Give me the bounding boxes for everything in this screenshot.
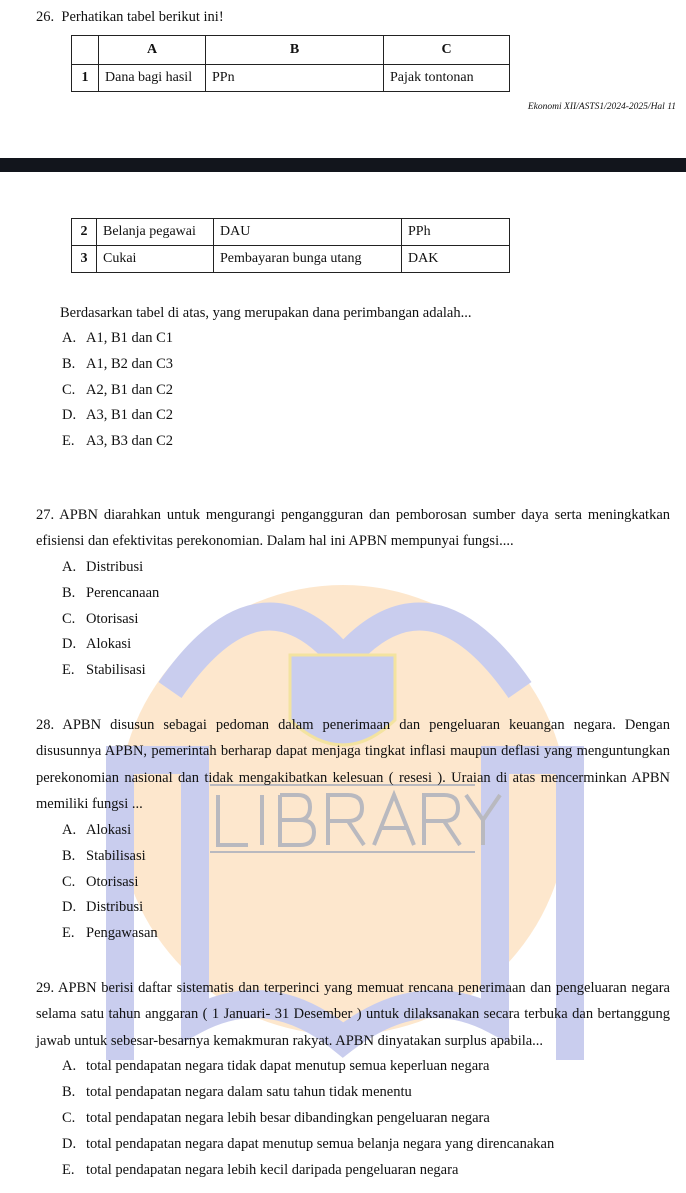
q26-option-d[interactable]	[62, 403, 670, 429]
option-text: Stabilisasi	[86, 847, 146, 864]
q29-option-a[interactable]	[62, 1054, 670, 1080]
option-text: A3, B3 dan C2	[86, 433, 173, 450]
page-footer: Ekonomi XII/ASTS1/2024-2025/Hal 11	[527, 102, 676, 112]
option-letter: B.	[62, 355, 76, 372]
table-row	[72, 219, 510, 246]
q26-options	[36, 326, 670, 455]
table-header-c: C	[384, 36, 510, 65]
q29-option-b[interactable]	[62, 1080, 670, 1106]
table-part-2	[71, 218, 510, 273]
q28-options	[36, 818, 670, 947]
row-number: 1	[72, 65, 99, 92]
table-cell: Cukai	[97, 246, 214, 273]
question-number: 29.	[36, 979, 55, 996]
table-cell: DAU	[214, 219, 402, 246]
table-row	[72, 246, 510, 273]
option-letter: C.	[62, 610, 76, 627]
option-text: Alokasi	[86, 636, 132, 653]
option-letter: A.	[62, 1058, 77, 1075]
q26-option-e[interactable]	[62, 429, 670, 455]
option-letter: A.	[62, 821, 77, 838]
question-text: APBN diarahkan untuk mengurangi pengangguran dan pemborosan sumber daya serta meningkatkan efisiensi dan efektivitas perekonomian. Dalam hal ini APBN mempunyai fungsi....	[36, 506, 670, 550]
table-cell: Dana bagi hasil	[99, 65, 206, 92]
table-part-1	[71, 35, 510, 92]
table-cell: Belanja pegawai	[97, 219, 214, 246]
table-cell: PPh	[402, 219, 510, 246]
question-prompt: Perhatikan tabel berikut ini!	[61, 9, 224, 25]
option-text: total pendapatan negara tidak dapat menutup semua keperluan negara	[86, 1058, 490, 1075]
option-text: Stabilisasi	[86, 662, 146, 679]
q26-option-a[interactable]	[62, 326, 670, 352]
table-header-corner	[72, 36, 99, 65]
table-cell: Pembayaran bunga utang	[214, 246, 402, 273]
option-letter: A.	[62, 558, 77, 575]
q28-option-a[interactable]	[62, 818, 670, 844]
q29-option-e[interactable]	[62, 1158, 670, 1184]
q26-question: Berdasarkan tabel di atas, yang merupakan dana perimbangan adalah...	[60, 305, 472, 321]
option-text: A1, B1 dan C1	[86, 330, 173, 346]
q27-option-c[interactable]	[62, 607, 670, 633]
table-header-a: A	[99, 36, 206, 65]
option-letter: E.	[62, 1161, 75, 1178]
table-row	[72, 65, 510, 92]
option-letter: B.	[62, 584, 76, 601]
option-letter: D.	[62, 636, 77, 653]
q29-question	[36, 975, 670, 1055]
q26-section	[36, 300, 670, 455]
option-text: Otorisasi	[86, 873, 139, 890]
row-number: 2	[72, 219, 97, 246]
option-text: Perencanaan	[86, 584, 160, 601]
q28-option-b[interactable]	[62, 844, 670, 870]
q27-options	[36, 555, 670, 684]
q29-section	[36, 975, 670, 1183]
option-letter: E.	[62, 662, 75, 679]
option-text: total pendapatan negara dalam satu tahun tidak menentu	[86, 1084, 412, 1101]
option-text: A1, B2 dan C3	[86, 355, 173, 372]
q26-option-c[interactable]	[62, 378, 670, 404]
option-letter: E.	[62, 433, 75, 450]
option-letter: C.	[62, 873, 76, 890]
option-text: total pendapatan negara lebih kecil daripada pengeluaran negara	[86, 1161, 459, 1178]
option-letter: A.	[62, 330, 77, 346]
q28-option-e[interactable]	[62, 921, 670, 947]
table-cell: Pajak tontonan	[384, 65, 510, 92]
q26-option-b[interactable]	[62, 352, 670, 378]
option-text: total pendapatan negara dapat menutup semua belanja negara yang direncanakan	[86, 1135, 555, 1152]
option-letter: B.	[62, 1084, 76, 1101]
q29-option-c[interactable]	[62, 1106, 670, 1132]
option-letter: C.	[62, 381, 76, 398]
q27-option-b[interactable]	[62, 581, 670, 607]
q29-options	[36, 1054, 670, 1183]
question-number: 27.	[36, 506, 55, 523]
option-text: Otorisasi	[86, 610, 139, 627]
option-letter: E.	[62, 925, 75, 942]
questions-flow	[36, 300, 670, 1183]
q27-option-e[interactable]	[62, 658, 670, 684]
question-number: 28.	[36, 716, 55, 733]
option-letter: C.	[62, 1110, 76, 1127]
table-header-b: B	[206, 36, 384, 65]
q27-option-d[interactable]	[62, 632, 670, 658]
option-text: A3, B1 dan C2	[86, 407, 173, 424]
q28-question	[36, 712, 670, 818]
q28-option-c[interactable]	[62, 870, 670, 896]
option-text: total pendapatan negara lebih besar dibandingkan pengeluaran negara	[86, 1110, 490, 1127]
question-text: APBN disusun sebagai pedoman dalam penerimaan dan pengeluaran keuangan negara. Dengan disusunnya APBN, pemerintah berharap dapat menjaga tingkat inflasi maupun deflasi yang menguntungkan perekonomian nasional dan tidak mengakibatkan kelesuan ( resesi ). Uraian di atas mencerminkan APBN memiliki fungsi ...	[36, 716, 670, 813]
q28-option-d[interactable]	[62, 895, 670, 921]
option-text: Alokasi	[86, 821, 132, 838]
option-text: Distribusi	[86, 558, 144, 575]
table-cell: PPn	[206, 65, 384, 92]
option-text: Distribusi	[86, 899, 144, 916]
table-cell: DAK	[402, 246, 510, 273]
option-text: A2, B1 dan C2	[86, 381, 173, 398]
option-letter: D.	[62, 1135, 77, 1152]
q29-option-d[interactable]	[62, 1132, 670, 1158]
q27-question	[36, 502, 670, 555]
row-number: 3	[72, 246, 97, 273]
q27-option-a[interactable]	[62, 555, 670, 581]
option-text: Pengawasan	[86, 925, 158, 942]
question-number: 26.	[36, 9, 55, 25]
q26-prompt	[36, 9, 224, 26]
option-letter: D.	[62, 407, 77, 424]
question-text: APBN berisi daftar sistematis dan terperinci yang memuat rencana penerimaan dan pengeluaran negara selama satu tahun anggaran ( 1 Januari- 31 Desember ) untuk dilaksanakan secara terbuka dan bertanggung jawab untuk sebesar-besarnya kemakmuran rakyat. APBN dinyatakan surplus apabila...	[36, 979, 670, 1049]
option-letter: D.	[62, 899, 77, 916]
option-letter: B.	[62, 847, 76, 864]
q27-section	[36, 502, 670, 684]
q28-section	[36, 712, 670, 947]
